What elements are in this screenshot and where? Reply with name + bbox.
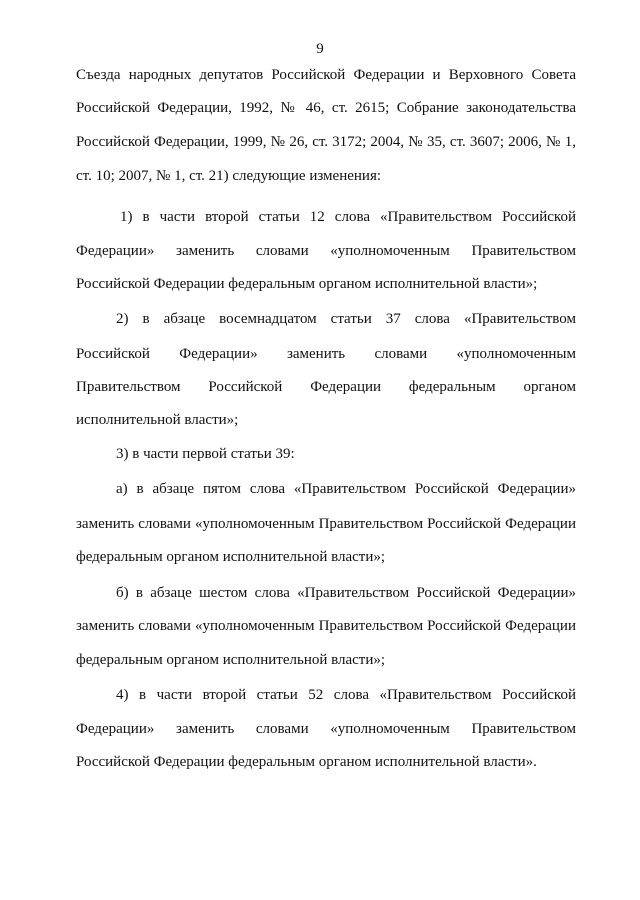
subitem-b-line-2: заменить словами «уполномоченным Правительством Российской Федерации [76,618,576,634]
item-4-line-2: Федерации» заменить словами «уполномоченным Правительством [76,721,576,737]
subitem-a-line-2: заменить словами «уполномоченным Правительством Российской Федерации [76,516,576,532]
item-2-line-4: исполнительной власти»; [76,412,239,428]
item-3-line-1: 3) в части первой статьи 39: [116,446,295,462]
page-number: 9 [316,41,324,57]
item-4-line-1: 4) в части второй статьи 52 слова «Правительством Российской [116,687,576,703]
subitem-b-line-1: б) в абзаце шестом слова «Правительством Российской Федерации» [116,585,576,601]
subitem-b-line-3: федеральным органом исполнительной власти»; [76,652,386,668]
paragraph-1-line-3: Российской Федерации, 1999, № 26, ст. 3172; 2004, № 35, ст. 3607; 2006, № 1, [76,134,576,150]
item-2-line-2: Российской Федерации» заменить словами «уполномоченным [76,346,576,362]
paragraph-1-line-4: ст. 10; 2007, № 1, ст. 21) следующие изменения: [76,168,382,184]
item-1-line-1: 1) в части второй статьи 12 слова «Правительством Российской [120,209,576,225]
item-2-line-3: Правительством Российской Федерации федеральным органом [76,379,576,395]
subitem-a-line-3: федеральным органом исполнительной власти»; [76,549,386,565]
item-1-line-3: Российской Федерации федеральным органом исполнительной власти»; [76,276,538,292]
paragraph-1-line-2: Российской Федерации, 1992, № 46, ст. 2615; Собрание законодательства [76,100,576,116]
paragraph-1-line-1: Съезда народных депутатов Российской Федерации и Верховного Совета [76,67,576,83]
subitem-a-line-1: а) в абзаце пятом слова «Правительством Российской Федерации» [116,481,576,497]
item-2-line-1: 2) в абзаце восемнадцатом статьи 37 слова «Правительством [116,311,576,327]
item-1-line-2: Федерации» заменить словами «уполномоченным Правительством [76,243,576,259]
item-4-line-3: Российской Федерации федеральным органом исполнительной власти». [76,754,537,770]
